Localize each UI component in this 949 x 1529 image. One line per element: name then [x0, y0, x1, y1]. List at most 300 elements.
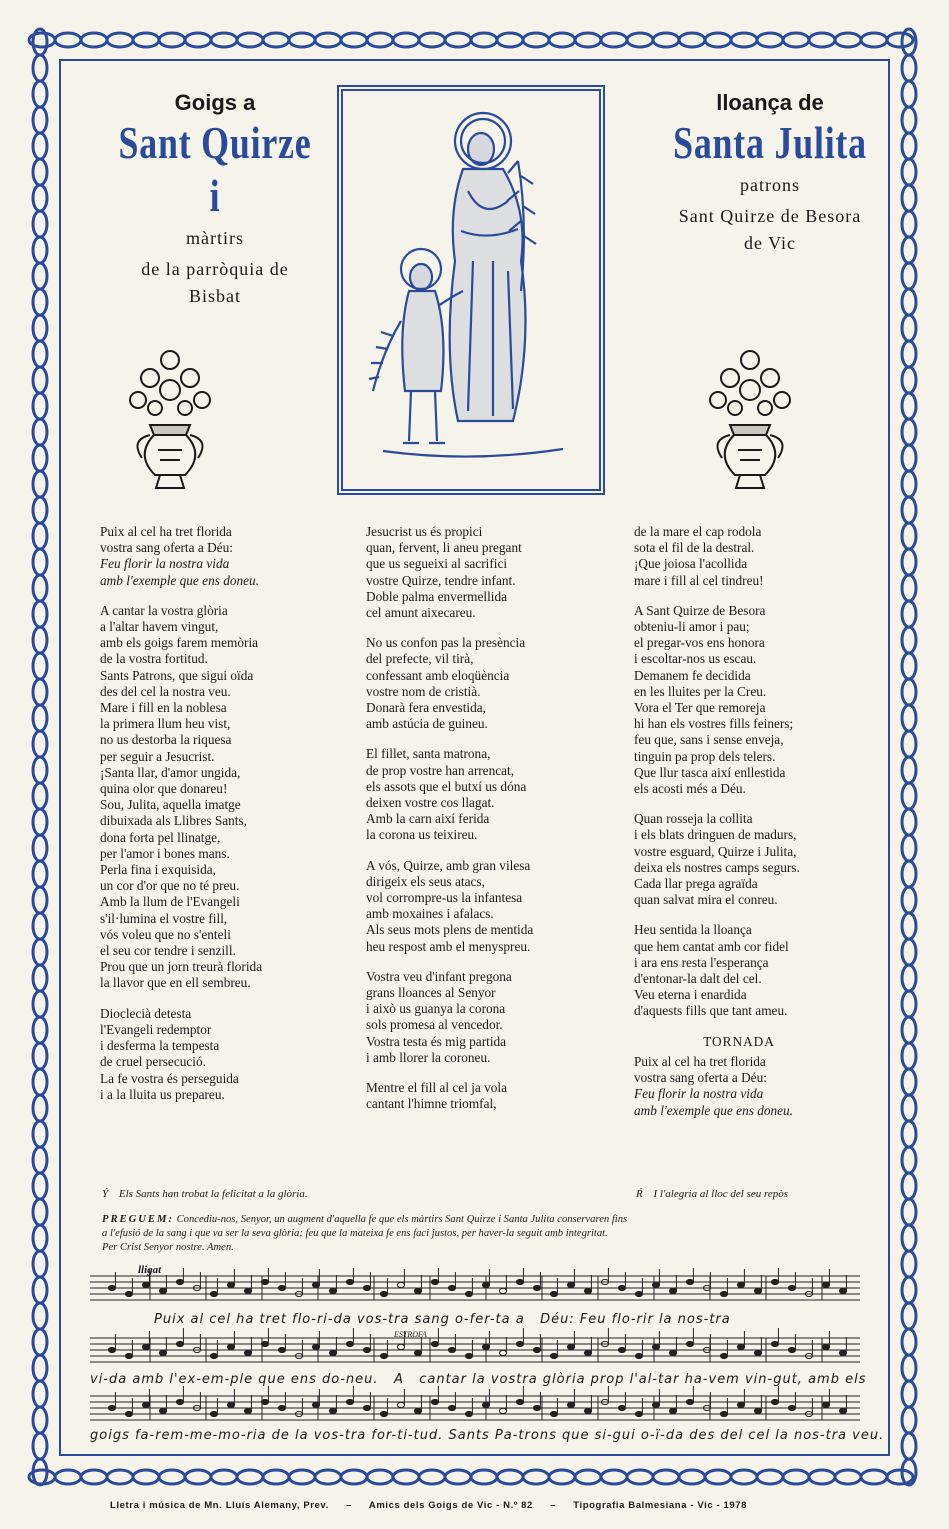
border-link [902, 575, 916, 601]
verse-line: Puix al cel ha tret florida [634, 1053, 766, 1069]
note-head [244, 1288, 251, 1293]
note-head [618, 1405, 625, 1410]
border-link [263, 1470, 289, 1484]
border-link [902, 289, 916, 315]
verse-line: Veu eterna i enardida [634, 987, 747, 1003]
verse-line: hi han els vostres fills feiners; [634, 716, 794, 732]
border-link [902, 55, 916, 81]
border-link [211, 33, 237, 47]
note-head [227, 1282, 234, 1287]
border-link [731, 33, 757, 47]
border-link [33, 1121, 47, 1147]
note-head [516, 1279, 523, 1284]
stanza-gap [366, 1066, 616, 1080]
note-head [125, 1291, 132, 1296]
note-head [346, 1399, 353, 1404]
header-right [625, 90, 915, 254]
border-link [902, 1173, 916, 1199]
verse-line: ¡Santa llar, d'amor ungida, [100, 764, 241, 780]
verse-line: deixen vostre cos llagat. [366, 795, 495, 811]
verse-line: confessant amb eloqüència [366, 667, 510, 683]
verse-line: amb l'exemple que ens doneu. [634, 1102, 794, 1118]
note-head [397, 1344, 404, 1349]
border-link [783, 1470, 809, 1484]
verse-line: cel amunt aixecareu. [366, 605, 476, 621]
border-link [887, 33, 913, 47]
verse-line: Vostra veu d'infant pregona [366, 968, 512, 984]
verse-line: d'aquests fills que tant ameu. [634, 1003, 788, 1019]
note-head [584, 1408, 591, 1413]
border-link [33, 393, 47, 419]
border-link [33, 757, 47, 783]
left-small-title: Goigs a [174, 90, 256, 115]
left-sub3: Bisbat [188, 286, 241, 306]
prayer-line-3: Per Crist Senyor nostre. Amen. [102, 1242, 234, 1253]
border-link [902, 887, 916, 913]
border-link [33, 471, 47, 497]
credit-right: Tipografia Balmesiana - Vic - 1978 [573, 1500, 747, 1511]
note-head [346, 1279, 353, 1284]
border-link [33, 159, 47, 185]
note-head [754, 1408, 761, 1413]
border-link [902, 601, 916, 627]
left-big-title: Sant Quirze i [118, 117, 312, 221]
border-link [33, 965, 47, 991]
border-link [33, 653, 47, 679]
border-link [902, 341, 916, 367]
border-link [33, 1017, 47, 1043]
border-link [902, 1095, 916, 1121]
tempo-marking: lligat [138, 1264, 162, 1276]
border-link [33, 991, 47, 1017]
credit-sep-2: – [550, 1500, 557, 1511]
verse-line: Doble palma envermellida [366, 588, 508, 604]
border-link [55, 33, 81, 47]
note-head [839, 1408, 846, 1413]
border-link [902, 393, 916, 419]
stanza-gap [100, 589, 350, 603]
border-link [902, 1251, 916, 1277]
verse-line: Feu florir la nostra vida [634, 1086, 764, 1102]
border-link [902, 1303, 916, 1329]
border-link [902, 835, 916, 861]
border-link [33, 809, 47, 835]
note-head [108, 1347, 115, 1352]
border-link [523, 1470, 549, 1484]
border-link [315, 1470, 341, 1484]
verse-line: Mare i fill en la noblesa [100, 700, 227, 716]
border-link [315, 33, 341, 47]
border-link [33, 289, 47, 315]
note-head [227, 1344, 234, 1349]
verse-line: tinguin pa prop dels telers. [634, 748, 776, 764]
estrofa-label: ESTROFA [394, 1330, 427, 1339]
verse-line: Als seus mots plens de mentida [366, 922, 534, 938]
border-link [211, 1470, 237, 1484]
note-head [550, 1291, 557, 1296]
border-link [33, 627, 47, 653]
verse-line: Amb la llum de l'Evangeli [100, 894, 240, 910]
note-head [652, 1402, 659, 1407]
note-head [380, 1353, 387, 1358]
stanza-gap [634, 797, 864, 811]
border-link [902, 965, 916, 991]
note-head [465, 1353, 472, 1358]
note-head [448, 1285, 455, 1290]
verse-line: Donarà fera envestida, [366, 700, 486, 716]
verse-column-1 [100, 524, 350, 1103]
border-link [33, 185, 47, 211]
note-head [533, 1405, 540, 1410]
note-head [482, 1282, 489, 1287]
verse-line: Feu florir la nostra vida [100, 556, 230, 572]
note-head [278, 1347, 285, 1352]
border-link [33, 81, 47, 107]
border-link [33, 1381, 47, 1407]
response-mark: Ŕ [636, 1188, 643, 1200]
border-link [445, 1470, 471, 1484]
border-link [33, 861, 47, 887]
note-head [431, 1279, 438, 1284]
verse-line: Que llur tasca així enllestida [634, 764, 786, 780]
border-link [575, 1470, 601, 1484]
border-link [159, 33, 185, 47]
note-head [312, 1344, 319, 1349]
verse-line: amb moxaines i afalacs. [366, 906, 494, 922]
border-link [33, 1043, 47, 1069]
verse-line: i ara ens resta l'esperança [634, 954, 769, 970]
verse-line: quan, fervent, li aneu pregant [366, 540, 522, 556]
border-link [902, 1147, 916, 1173]
note-head [516, 1341, 523, 1346]
verse-line: des del cel la nostra veu. [100, 683, 231, 699]
right-sub1: patrons [740, 175, 800, 195]
verse-line: del prefecte, vil tirà, [366, 651, 474, 667]
note-head [771, 1399, 778, 1404]
verse-line: no us destorba la riquesa [100, 732, 232, 748]
verse-line: Heu sentida la lloança [634, 922, 752, 938]
verse-line: i desferma la tempesta [100, 1038, 220, 1054]
verse-line: el seu cor tendre i senzill. [100, 943, 236, 959]
verse-line: sota el fil de la destral. [634, 540, 755, 556]
border-link [549, 1470, 575, 1484]
prayer-line-2: a l'efusió de la sang i que va ser la seva glòria; feu que la mateixa fe ens faci justos, per haver-la seguit amb integritat. [102, 1228, 608, 1239]
border-link [33, 107, 47, 133]
border-link [471, 1470, 497, 1484]
verse-line: de cruel persecució. [100, 1054, 206, 1070]
note-head [584, 1288, 591, 1293]
note-head [278, 1285, 285, 1290]
border-link [471, 33, 497, 47]
note-head [516, 1399, 523, 1404]
verse-line: dona forta pel llinatge, [100, 829, 221, 845]
note-head [550, 1353, 557, 1358]
right-sub2: Sant Quirze de Besora [678, 206, 862, 226]
verse-line: amb astúcia de guineu. [366, 716, 488, 732]
border-link [783, 33, 809, 47]
border-link [902, 367, 916, 393]
note-head [771, 1341, 778, 1346]
note-head [635, 1291, 642, 1296]
border-link [902, 1355, 916, 1381]
verse-line: vostra sang oferta a Déu: [634, 1070, 767, 1086]
border-link [902, 1381, 916, 1407]
border-link [55, 1470, 81, 1484]
border-link [33, 1147, 47, 1173]
left-flower-vase [120, 340, 220, 500]
border-link [367, 33, 393, 47]
verse-line: de la vostra fortitud. [100, 651, 208, 667]
border-link [902, 1043, 916, 1069]
border-link [549, 33, 575, 47]
border-link [902, 939, 916, 965]
border-link [341, 33, 367, 47]
right-big-title: Santa Julita [673, 117, 867, 168]
versicle-text: Els Sants han trobat la felicitat a la glòria. [118, 1188, 308, 1200]
border-link [575, 33, 601, 47]
verse-line: A vós, Quirze, amb gran vilesa [366, 857, 531, 873]
lyric-line-2: vi-da amb l'ex-em-ple que ens do-neu. A cantar la vostra glòria prop l'al-tar ha-vem vin-gut, amb els [90, 1372, 867, 1387]
border-link [81, 1470, 107, 1484]
verse-line: de la mare el cap rodola [634, 524, 762, 539]
note-head [567, 1344, 574, 1349]
note-head [754, 1288, 761, 1293]
note-head [125, 1353, 132, 1358]
right-sub3: de Vic [743, 233, 797, 253]
prayer-line-1: Concediu-nos, Senyor, un augment d'aquella fe que els màrtirs Sant Quirze i Santa Julita conservaren fins [176, 1214, 628, 1225]
border-link [902, 783, 916, 809]
note-head [278, 1405, 285, 1410]
note-head [737, 1282, 744, 1287]
verse-line: El fillet, santa matrona, [366, 746, 491, 762]
stanza-gap [634, 1020, 864, 1034]
border-link [902, 1329, 916, 1355]
border-link [902, 1069, 916, 1095]
note-head [788, 1285, 795, 1290]
note-head [363, 1347, 370, 1352]
border-link [33, 263, 47, 289]
note-head [771, 1279, 778, 1284]
tornada-heading: TORNADA [703, 1033, 775, 1049]
note-head [686, 1341, 693, 1346]
border-link [861, 1470, 887, 1484]
lyric-line-3: goigs fa-rem-me-mo-ria de la vos-tra for-ti-tud. Sants Pa-trons que si-gui o-ï-da des del cel la nos-tra veu. [90, 1428, 885, 1443]
note-head [329, 1408, 336, 1413]
verse-line: Puix al cel ha tret florida [100, 524, 232, 539]
border-link [237, 1470, 263, 1484]
border-link [393, 1470, 419, 1484]
border-link [367, 1470, 393, 1484]
verse-line: els acosti més a Déu. [634, 781, 746, 797]
verse-line: l'Evangeli redemptor [100, 1021, 212, 1037]
verse-line: la primera llum heu vist, [100, 716, 231, 732]
note-head [720, 1353, 727, 1358]
border-link [33, 367, 47, 393]
border-link [185, 33, 211, 47]
border-link [33, 1303, 47, 1329]
stanza-gap [366, 844, 616, 858]
note-head [159, 1408, 166, 1413]
versicle [102, 1188, 308, 1200]
border-link [902, 913, 916, 939]
note-head [329, 1288, 336, 1293]
left-sub1: màrtirs [186, 228, 244, 248]
border-link [33, 575, 47, 601]
verse-line: i això us guanya la corona [366, 1001, 506, 1017]
border-link [419, 1470, 445, 1484]
verse-line: amb l'exemple que ens doneu. [100, 572, 260, 588]
border-link [33, 1199, 47, 1225]
verse-line: s'il·lumina el vostre fill, [100, 910, 228, 926]
border-link [33, 315, 47, 341]
note-head [567, 1282, 574, 1287]
verse-line: dibuixada als Llibres Sants, [100, 813, 247, 829]
border-link [33, 341, 47, 367]
verse-line: la corona us teixireu. [366, 827, 478, 843]
prayer [102, 1213, 862, 1255]
border-link [33, 601, 47, 627]
border-link [263, 33, 289, 47]
verse-line: amb els goigs farem memòria [100, 635, 259, 651]
verse-line: deixa els nostres camps segurs. [634, 859, 800, 875]
border-link [679, 33, 705, 47]
verse-line: Vora el Ter que remoreja [634, 700, 766, 716]
credit-sep-1: – [346, 1500, 352, 1511]
border-link [902, 1121, 916, 1147]
note-head [363, 1405, 370, 1410]
note-head [261, 1341, 268, 1346]
verse-line: en les lluites per la Creu. [634, 683, 767, 699]
music-score [90, 1264, 885, 1448]
border-link [419, 33, 445, 47]
note-head [397, 1282, 404, 1287]
note-head [754, 1350, 761, 1355]
verse-line: vostra sang oferta a Déu: [100, 540, 233, 556]
border-link [902, 549, 916, 575]
verse-line: quina olor que donareu! [100, 781, 228, 797]
border-link [902, 497, 916, 523]
note-head [210, 1411, 217, 1416]
border-link [33, 211, 47, 237]
border-link [33, 1407, 47, 1433]
border-link [902, 523, 916, 549]
note-head [635, 1353, 642, 1358]
border-link [33, 679, 47, 705]
border-link [731, 1470, 757, 1484]
verse-line: Amb la carn així ferida [366, 811, 490, 827]
verse-line: Dioclecià detesta [100, 1005, 192, 1021]
border-link [902, 653, 916, 679]
verse-line: ¡Que joiosa l'acollida [634, 556, 748, 572]
stanza-gap [366, 621, 616, 635]
right-small-title: lloança de [716, 90, 824, 115]
verse-line: la llavor que en ell sembreu. [100, 975, 251, 991]
note-head [108, 1285, 115, 1290]
verse-line: a l'altar havem vingut, [100, 619, 219, 635]
border-link [185, 1470, 211, 1484]
note-head [159, 1350, 166, 1355]
border-link [107, 33, 133, 47]
border-link [289, 33, 315, 47]
border-link [809, 1470, 835, 1484]
border-link [33, 237, 47, 263]
border-link [902, 419, 916, 445]
border-link [497, 1470, 523, 1484]
note-head [363, 1285, 370, 1290]
right-flower-vase [700, 340, 800, 500]
verse-line: vostre nom de cristià. [366, 683, 481, 699]
note-head [584, 1350, 591, 1355]
border-link [33, 731, 47, 757]
note-head [312, 1282, 319, 1287]
note-head [465, 1411, 472, 1416]
border-link [33, 1173, 47, 1199]
note-head [142, 1282, 149, 1287]
border-link [757, 33, 783, 47]
note-head [176, 1399, 183, 1404]
note-head [465, 1291, 472, 1296]
verse-line: els assots que el butxí us dóna [366, 778, 527, 794]
verse-line: grans lloances al Senyor [366, 985, 496, 1001]
note-head [533, 1285, 540, 1290]
border-link [601, 1470, 627, 1484]
border-link [237, 33, 263, 47]
note-head [142, 1344, 149, 1349]
saints-illustration [337, 85, 605, 495]
border-link [902, 731, 916, 757]
note-head [210, 1291, 217, 1296]
stanza-gap [100, 992, 350, 1006]
verse-line: Jesucrist us és propici [366, 524, 483, 539]
note-head [448, 1405, 455, 1410]
note-head [176, 1341, 183, 1346]
verse-line: el pregar-vos ens honora [634, 635, 765, 651]
border-link [33, 1329, 47, 1355]
border-link [393, 33, 419, 47]
border-link [902, 1225, 916, 1251]
border-link [902, 1433, 916, 1459]
note-head [822, 1282, 829, 1287]
border-link [705, 1470, 731, 1484]
note-head [686, 1279, 693, 1284]
border-link [861, 33, 887, 47]
note-head [839, 1288, 846, 1293]
border-link [33, 913, 47, 939]
note-head [414, 1350, 421, 1355]
verse-line: Sou, Julita, aquella imatge [100, 797, 241, 813]
border-link [33, 1251, 47, 1277]
response-text: I l'alegria al lloc del seu repòs [653, 1188, 789, 1200]
note-head [822, 1402, 829, 1407]
credit-middle: Amics dels Goigs de Vic - N.º 82 [368, 1500, 533, 1511]
border-link [902, 861, 916, 887]
note-head [448, 1347, 455, 1352]
verse-line: Prou que un jorn treurà florida [100, 959, 263, 975]
note-head [244, 1350, 251, 1355]
note-head [380, 1411, 387, 1416]
border-link [341, 1470, 367, 1484]
verse-line: feu que, sans i sense enveja, [634, 732, 784, 748]
verse-line: i escoltar-nos us escau. [634, 651, 757, 667]
border-link [133, 1470, 159, 1484]
note-head [788, 1405, 795, 1410]
music-staves [90, 1268, 870, 1448]
note-head [635, 1411, 642, 1416]
verse-line: obteniu-li amor i pau; [634, 619, 750, 635]
note-head [618, 1347, 625, 1352]
border-link [33, 445, 47, 471]
note-head [652, 1282, 659, 1287]
